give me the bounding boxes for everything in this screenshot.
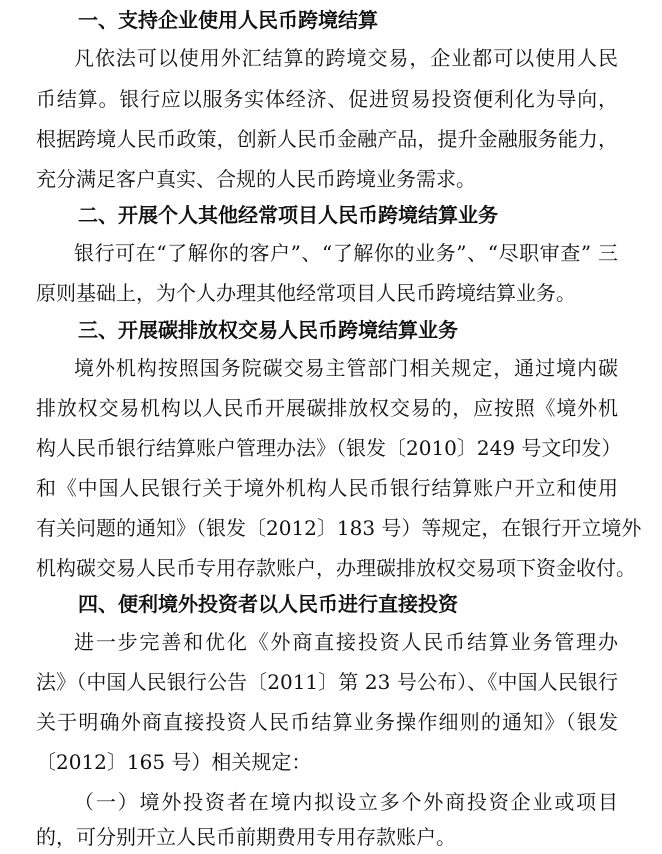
section-heading-4: 四、便利境外投资者以人民币进行直接投资 bbox=[78, 592, 458, 616]
section-heading-2: 二、开展个人其他经常项目人民币跨境结算业务 bbox=[78, 203, 498, 227]
paragraph-line: 〔2012〕165 号）相关规定： bbox=[36, 750, 312, 774]
paragraph-line: 构人民币银行结算账户管理办法》（银发〔2010〕249 号文印发） bbox=[36, 436, 622, 460]
paragraph-line: 进一步完善和优化《外商直接投资人民币结算业务管理办 bbox=[74, 630, 618, 654]
paragraph-line: 有关问题的通知》（银发〔2012〕183 号）等规定，在银行开立境外 bbox=[36, 516, 642, 540]
paragraph-line: 法》（中国人民银行公告〔2011〕第 23 号公布）、《中国人民银行 bbox=[36, 670, 618, 694]
paragraph-line: 银行可在“了解你的客户”、“了解你的业务”、“尽职审查” 三 bbox=[74, 241, 618, 265]
paragraph-line: 机构碳交易人民币专用存款账户，办理碳排放权交易项下资金收付。 bbox=[36, 556, 636, 580]
paragraph-line: （一）境外投资者在境内拟设立多个外商投资企业或项目 bbox=[74, 790, 618, 814]
paragraph-line: 充分满足客户真实、合规的人民币跨境业务需求。 bbox=[36, 167, 476, 191]
section-heading-1: 一、支持企业使用人民币跨境结算 bbox=[78, 8, 378, 32]
paragraph-line: 原则基础上，为个人办理其他经常项目人民币跨境结算业务。 bbox=[36, 281, 576, 305]
paragraph-line: 的，可分别开立人民币前期费用专用存款账户。 bbox=[36, 825, 456, 849]
paragraph-line: 根据跨境人民币政策，创新人民币金融产品，提升金融服务能力， bbox=[36, 127, 618, 151]
paragraph-line: 境外机构按照国务院碳交易主管部门相关规定，通过境内碳 bbox=[74, 356, 618, 380]
paragraph-line: 和《中国人民银行关于境外机构人民币银行结算账户开立和使用 bbox=[36, 476, 618, 500]
paragraph-line: 关于明确外商直接投资人民币结算业务操作细则的通知》（银发 bbox=[36, 710, 618, 734]
paragraph-line: 币结算。银行应以服务实体经济、促进贸易投资便利化为导向， bbox=[36, 87, 618, 111]
paragraph-line: 凡依法可以使用外汇结算的跨境交易，企业都可以使用人民 bbox=[74, 46, 618, 70]
section-heading-3: 三、开展碳排放权交易人民币跨境结算业务 bbox=[78, 318, 458, 342]
paragraph-line: 排放权交易机构以人民币开展碳排放权交易的，应按照《境外机 bbox=[36, 396, 618, 420]
